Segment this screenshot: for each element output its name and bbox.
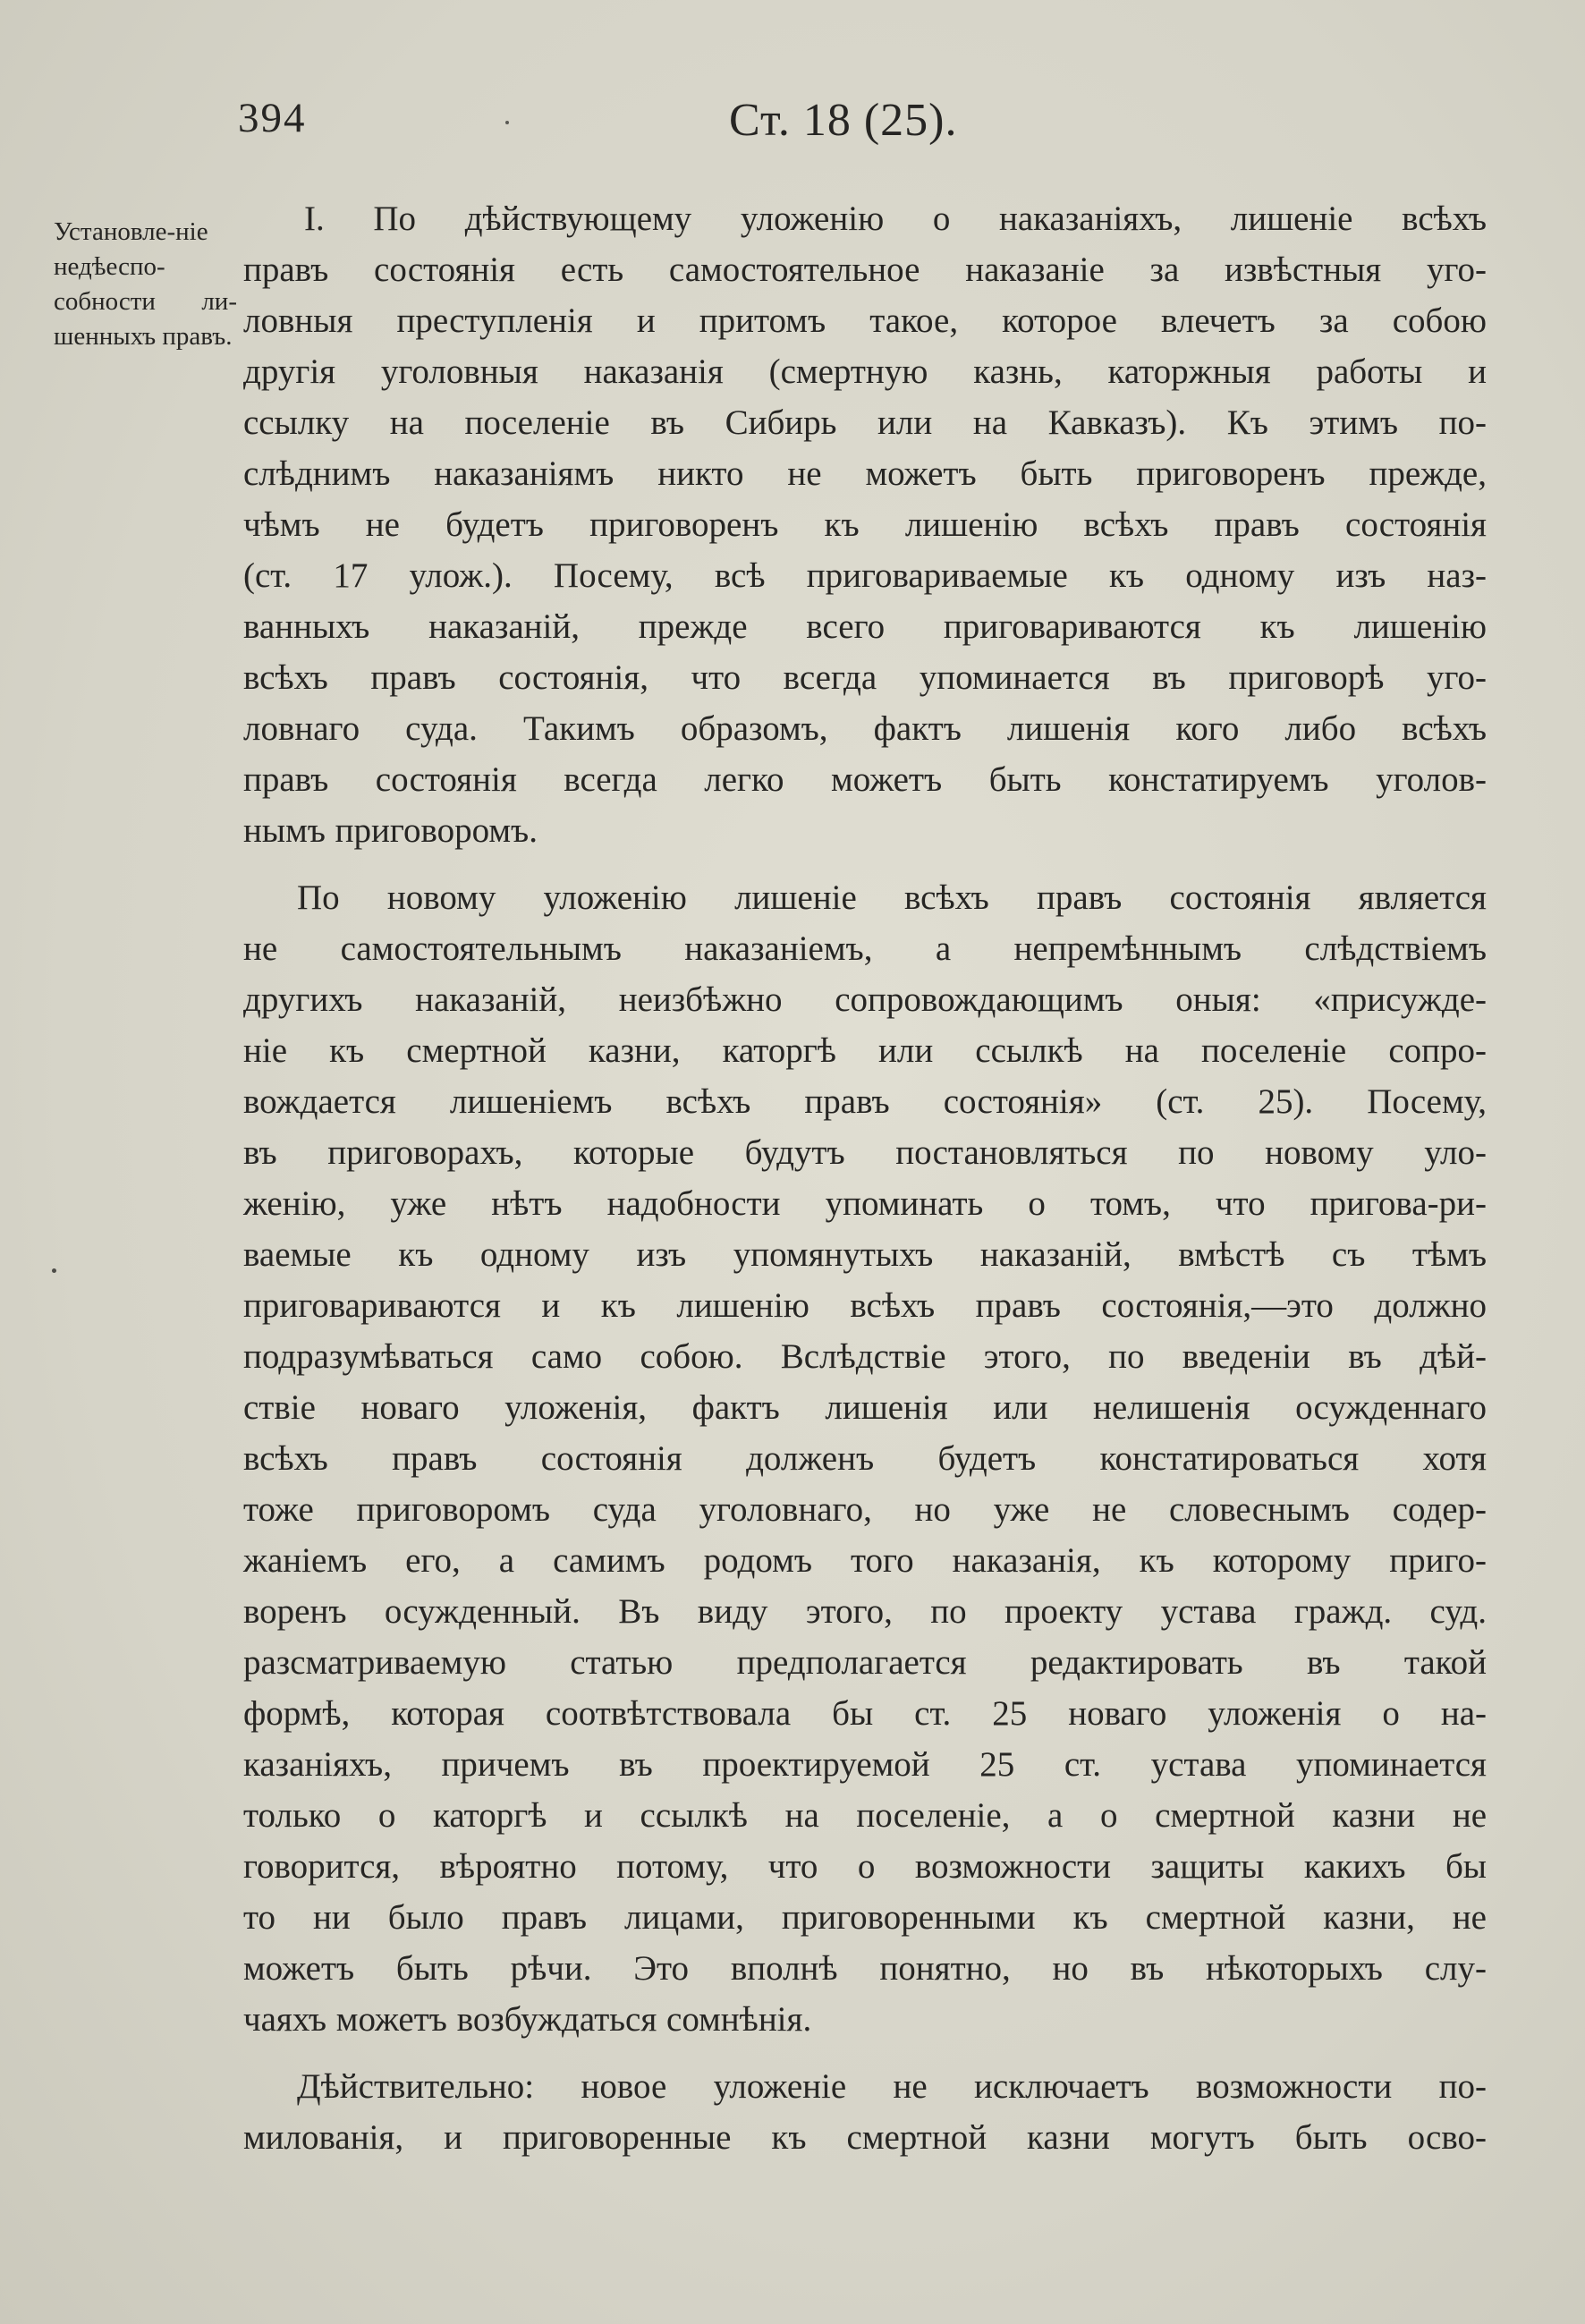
text-line: правъ состоянія всегда легко можетъ быть констатируемъ уголов- bbox=[243, 760, 1487, 799]
text-line: то ни было правъ лицами, приговоренными къ смертной казни, не bbox=[243, 1898, 1487, 1937]
text-line: милованія, и приговоренные къ смертной казни могутъ быть осво- bbox=[243, 2118, 1487, 2157]
paragraph bbox=[243, 872, 1487, 2045]
paragraph bbox=[243, 193, 1487, 856]
text-line: воренъ осужденный. Въ виду этого, по проекту устава гражд. суд. bbox=[243, 1592, 1487, 1631]
text-line: женію, уже нѣтъ надобности упоминать о томъ, что пригова-ри- bbox=[243, 1184, 1487, 1223]
text-line: приговариваются и къ лишенію всѣхъ правъ состоянія,—это должно bbox=[243, 1286, 1487, 1325]
margin-note: Установле-ніе недѣеспо-собности ли-шенныхъ правъ. bbox=[54, 217, 237, 351]
text-line: формѣ, которая соотвѣтствовала бы ст. 25 новаго уложенія о на- bbox=[243, 1694, 1487, 1733]
text-line: По новому уложенію лишеніе всѣхъ правъ состоянія является bbox=[297, 878, 1487, 917]
text-line: говорится, вѣроятно потому, что о возможности защиты какихъ бы bbox=[243, 1847, 1487, 1886]
text-line: ссылку на поселеніе въ Сибирь или на Кавказъ). Къ этимъ по- bbox=[243, 403, 1487, 442]
text-line: разсматриваемую статью предполагается редактировать въ такой bbox=[243, 1643, 1487, 1682]
text-line: другихъ наказаній, неизбѣжно сопровождающимъ оныя: «присужде- bbox=[243, 980, 1487, 1019]
text-line: чаяхъ можетъ возбуждаться сомнѣнія. bbox=[243, 2000, 812, 2039]
text-line: подразумѣваться само собою. Вслѣдствіе этого, по введеніи въ дѣй- bbox=[243, 1337, 1487, 1376]
text-line: казаніяхъ, причемъ въ проектируемой 25 ст. устава упоминается bbox=[243, 1745, 1487, 1784]
text-line: всѣхъ правъ состоянія долженъ будетъ констатироваться хотя bbox=[243, 1439, 1487, 1478]
text-line: нымъ приговоромъ. bbox=[243, 811, 538, 850]
paragraph bbox=[243, 2061, 1487, 2163]
text-line: вождается лишеніемъ всѣхъ правъ состоянія» (ст. 25). Посему, bbox=[243, 1082, 1487, 1121]
text-line: ловныя преступленія и притомъ такое, которое влечетъ за собою bbox=[243, 301, 1487, 340]
text-line: правъ состоянія есть самостоятельное наказаніе за извѣстныя уго- bbox=[243, 250, 1487, 289]
text-line: слѣднимъ наказаніямъ никто не можетъ быть приговоренъ прежде, bbox=[243, 454, 1487, 493]
text-line: ствіе новаго уложенія, фактъ лишенія или нелишенія осужденнаго bbox=[243, 1388, 1487, 1427]
text-line: (ст. 17 улож.). Посему, всѣ приговариваемые къ одному изъ наз- bbox=[243, 556, 1487, 595]
text-line: всѣхъ правъ состоянія, что всегда упоминается въ приговорѣ уго- bbox=[243, 658, 1487, 697]
text-line: жаніемъ его, а самимъ родомъ того наказанія, къ которому приго- bbox=[243, 1541, 1487, 1580]
text-line: тоже приговоромъ суда уголовнаго, но уже не словеснымъ содер- bbox=[243, 1490, 1487, 1529]
page-number: 394 bbox=[238, 95, 307, 141]
text-line: только о каторгѣ и ссылкѣ на поселеніе, а о смертной казни не bbox=[243, 1796, 1487, 1835]
text-line: Дѣйствительно: новое уложеніе не исключаетъ возможности по- bbox=[297, 2067, 1487, 2106]
text-line: ваемые къ одному изъ упомянутыхъ наказаній, вмѣстѣ съ тѣмъ bbox=[243, 1235, 1487, 1274]
text-line: чѣмъ не будетъ приговоренъ къ лишенію всѣхъ правъ состоянія bbox=[243, 505, 1487, 544]
paragraph-gap bbox=[243, 2045, 1487, 2061]
text-line: ніе къ смертной казни, каторгѣ или ссылкѣ на поселеніе сопро- bbox=[243, 1031, 1487, 1070]
text-line: ловнаго суда. Такимъ образомъ, фактъ лишенія кого либо всѣхъ bbox=[243, 709, 1487, 748]
running-title: Ст. 18 (25). bbox=[729, 95, 958, 146]
print-speck bbox=[52, 1268, 56, 1273]
body-text bbox=[243, 193, 1487, 2163]
text-line: ванныхъ наказаній, прежде всего приговариваются къ лишенію bbox=[243, 607, 1487, 646]
text-line: другія уголовныя наказанія (смертную казнь, каторжныя работы и bbox=[243, 352, 1487, 391]
text-line: въ приговорахъ, которые будутъ постановляться по новому уло- bbox=[243, 1133, 1487, 1172]
print-speck bbox=[505, 121, 509, 124]
text-line: I. По дѣйствующему уложенію о наказаніяхъ, лишеніе всѣхъ bbox=[304, 199, 1487, 238]
text-line: не самостоятельнымъ наказаніемъ, а непремѣннымъ слѣдствіемъ bbox=[243, 929, 1487, 968]
page-header bbox=[0, 94, 1585, 165]
paragraph-gap bbox=[243, 856, 1487, 872]
text-line: можетъ быть рѣчи. Это вполнѣ понятно, но въ нѣкоторыхъ слу- bbox=[243, 1949, 1487, 1988]
